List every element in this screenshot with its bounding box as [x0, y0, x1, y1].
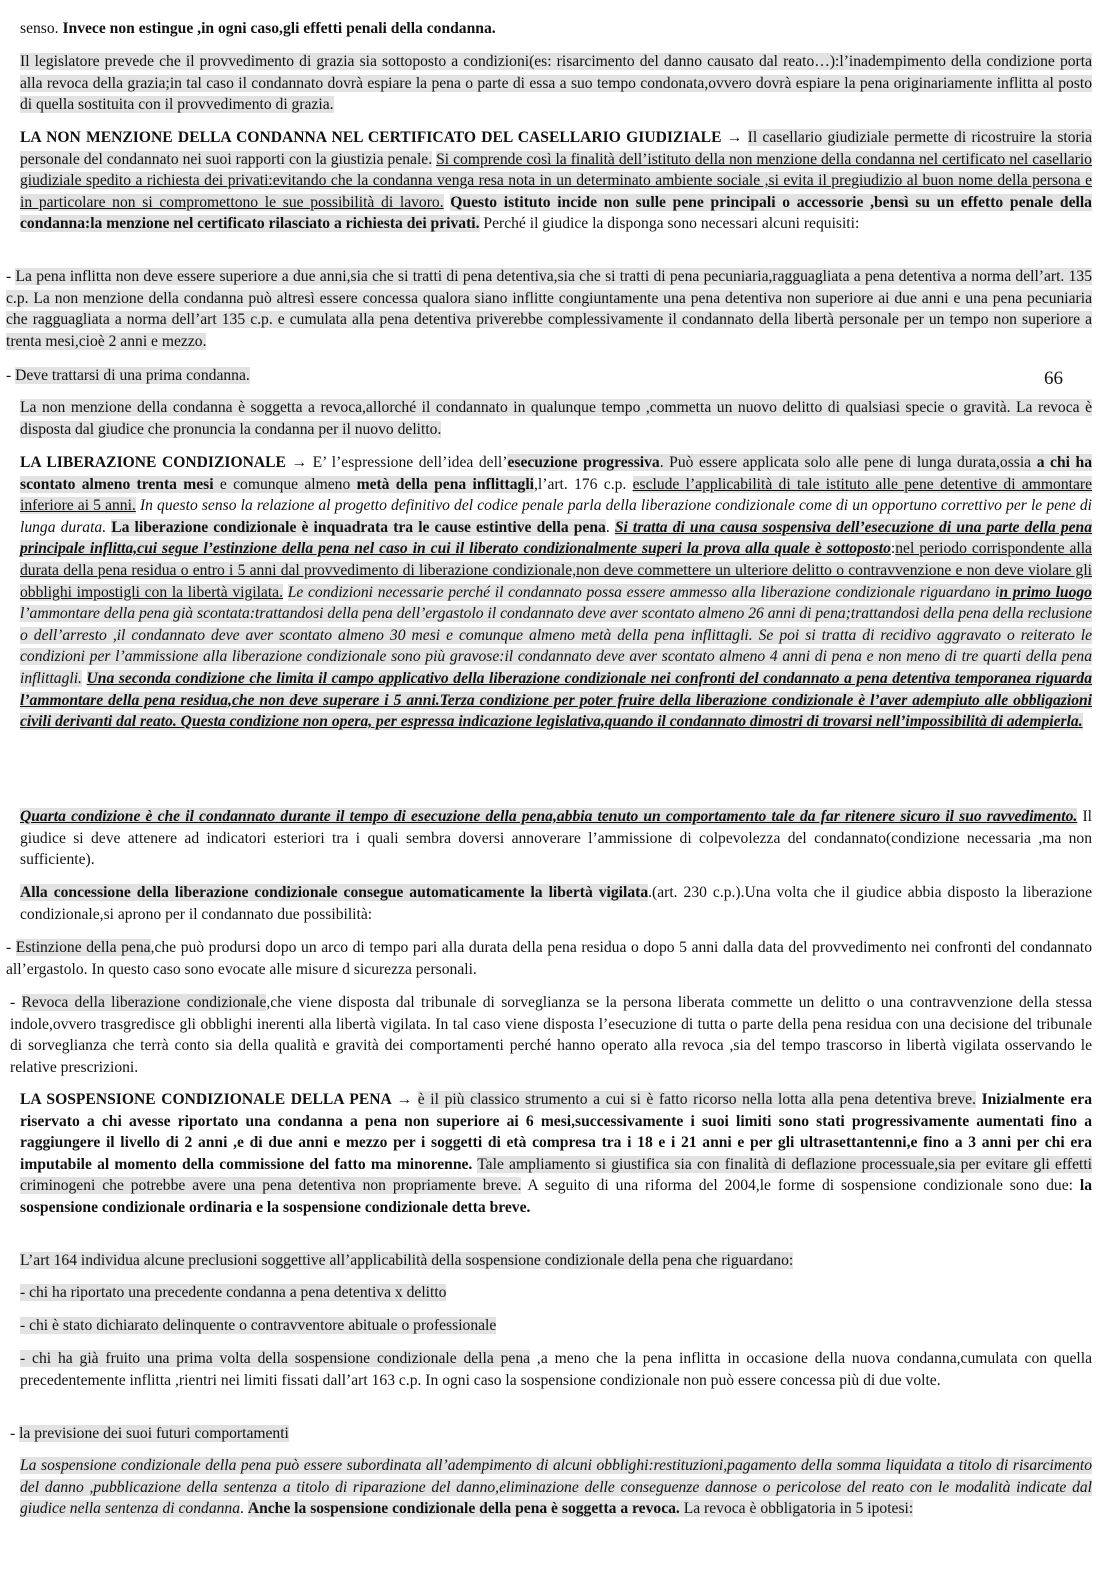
text-run: L’art 164 individua alcune preclusioni soggettive all’applicabilità della sospensione condizionale della pena che riguardano:: [20, 1252, 794, 1269]
text-run: In questo senso la relazione al progetto definitivo del codice penale parla della liberazione condizionale come di un opportuno correttivo per le pene di lunga durata.: [20, 497, 1092, 536]
paragraph: [20, 127, 1092, 235]
text-run: nel periodo corrispondente alla durata della pena residua o entro i 5 anni dal provvedimento di liberazione condizionale,non deve commettere un ulteriore delitto o contravvenzione e non deve violare gli obblighi impostigli con la libertà vigilata.: [20, 540, 1092, 601]
text-run: Quarta condizione è che il condannato durante il tempo di esecuzione della pena,abbia tenuto un comportamento tale da far ritenere sicuro il suo ravvedimento.: [20, 808, 1078, 825]
text-run: E’ l’espressione dell’idea dell’: [312, 454, 508, 471]
paragraph: [6, 365, 1092, 387]
text-run: la sospensione condizionale ordinaria e la sospensione condizionale detta breve.: [20, 1177, 1092, 1216]
text-run: Si comprende così la finalità dell’istituto della non menzione della condanna nel certificato nel casellario giudiziale spedito a richiesta dei privati:evitando che la condanna venga resa nota in un determinato ambiente sociale ,si evita il pregiudizio al buon nome della persona e in particolare non si compromettono le sue possibilità di lavoro.: [20, 150, 1092, 211]
text-run: Revoca della liberazione condizionale: [21, 994, 267, 1011]
paragraph: [20, 1282, 1092, 1304]
text-run: Il giudice si deve attenere ad indicatori esteriori tra i quali sembra doversi annoverare l’ammissione di colpevolezza del condannato(condizione necessaria ,ma non sufficiente).: [20, 808, 1092, 869]
text-run: esclude l’applicabilità di tale istituto alle pene detentive di ammontare inferiore ai 5 anni.: [20, 475, 1092, 515]
paragraph: [20, 1455, 1092, 1520]
text-run: - chi ha già fruito una prima volta della sospensione condizionale della pena: [20, 1350, 531, 1367]
paragraph: [20, 1348, 1092, 1391]
text-run: .: [240, 1500, 248, 1518]
text-run: . Può essere applicata solo alle pene di lunga durata,ossia: [659, 454, 1037, 471]
paragraph: [20, 1250, 1092, 1272]
page-number: 66: [1044, 368, 1063, 389]
paragraph: [20, 1315, 1092, 1337]
text-run: e comunque almeno: [213, 475, 357, 493]
text-run: Questo istituto incide non sulle pene principali o accessorie ,bensì su un effetto penale della condanna:la menzione nel certificato rilasciato a richiesta dei privati.: [20, 193, 1092, 233]
text-run: a chi ha scontato almeno trenta mesi: [20, 454, 1093, 493]
text-run: senso.: [20, 20, 63, 37]
text-run: Inizialmente era riservato a chi avesse riportato una condanna a pena non superiore ai 6 mesi,successivamente i suoi limiti sono stati progressivamente aumentati fino a raggiungere il livello di 2 anni ,e di due anni e mezzo per i soggetti di età compresa tra i 18 e i 21 anni e per gli ultrasettantenni,e fino a 3 anni per chi era imputabile al momento della commissione del fatto ma minorenne.: [20, 1091, 1092, 1173]
text-run: Anche la sospensione condizionale della pena è soggetta a revoca.: [247, 1500, 680, 1518]
text-run: ,l’art. 176 c.p.: [534, 475, 633, 493]
text-run: Il legislatore prevede che il provvedimento di grazia sia sottoposto a condizioni(es: risarcimento del danno causato dal reato…):l’inadempimento della condizione porta alla revoca della grazia;in tal caso il condannato dovrà espiare la pena o parte di essa a suo tempo condonata,ovvero dovrà espiare la pena originariamente inflitta al posto di quella sostituita con il provvedimento di grazia.: [20, 53, 1092, 114]
text-run: è il più classico strumento a cui si è fatto ricorso nella lotta alla pena detentiva breve.: [417, 1091, 976, 1108]
text-run: -: [6, 268, 16, 285]
text-run: A seguito di una riforma del 2004,le forme di sospensione condizionale sono due:: [521, 1177, 1080, 1195]
text-run: metà della pena inflittagli: [356, 475, 535, 493]
text-run: Perché il giudice la disponga sono necessari alcuni requisiti:: [479, 215, 860, 233]
text-run: ,che viene disposta dal tribunale di sorveglianza se la persona liberata commette un delitto o una contravvenzione della stessa indole,ovvero trasgredisce gli obblighi inerenti alla libertà vigilata. In tal caso viene disposta l’esecuzione di tutta o parte della pena residua con una decisione del tribunale di sorveglianza che terrà conto sia della qualità e gravità dei comportamenti perché hanno operato alla revoca ,sia del tempo trascorso in libertà vigilata osservando le relative prescrizioni.: [10, 994, 1092, 1076]
text-run: - chi è stato dichiarato delinquente o contravventore abituale o professionale: [20, 1317, 497, 1334]
text-run: - chi ha riportato una precedente condanna a pena detentiva x delitto: [20, 1284, 447, 1301]
text-run: La liberazione condizionale è inquadrata tra le cause estintive della pena: [111, 518, 606, 536]
text-run: esecuzione progressiva: [507, 454, 660, 471]
paragraph: [20, 882, 1092, 925]
text-run: La pena inflitta non deve essere superiore a due anni,sia che si tratti di pena detentiva,sia che si tratti di pena pecuniaria,ragguagliata a pena detentiva a norma dell’art. 135 c.p. La non menzione della condanna può altresì essere concessa qualora siano inflitte congiuntamente una pena detentiva non superiore ai due anni e una pena pecuniaria che ragguagliata a norma dell’art 135 c.p. e cumulata alla pena detentiva priverebbe complessivamente il condannato della libertà personale per un tempo non superiore a trenta mesi,cioè 2 anni e mezzo.: [6, 268, 1092, 350]
paragraph: [20, 806, 1092, 871]
paragraph: [6, 266, 1092, 352]
paragraph: [20, 51, 1092, 116]
text-run: Le condizioni necessarie perché il condannato possa essere ammesso alla liberazione condizionale riguardano i: [287, 583, 1000, 601]
text-run: :: [890, 540, 896, 558]
text-run: -: [6, 939, 16, 956]
text-run: Si tratta di una causa sospensiva dell’esecuzione di una parte della pena principale inflitta,cui segue l’estinzione della pena nel caso in cui il liberato condizionalmente superi la prova alla quale è sottoposto: [20, 518, 1093, 558]
text-run: Deve trattarsi di una prima condanna.: [15, 367, 250, 384]
paragraph: [20, 18, 1092, 40]
text-run: ,a meno che la pena inflitta in occasione della nuova condanna,cumulata con quella precedentemente inflitta ,rientri nei limiti fissati dall’art 163 c.p. In ogni caso la sospensione condizionale non può essere concessa più di due volte.: [20, 1350, 1092, 1389]
text-run: LA LIBERAZIONE CONDIZIONALE →: [20, 454, 313, 471]
paragraph: [20, 1089, 1092, 1219]
text-run: La revoca è obbligatoria in 5 ipotesi:: [679, 1500, 914, 1518]
text-run: Estinzione della pena: [15, 939, 151, 956]
text-run: -: [10, 1425, 20, 1442]
text-run: Una seconda condizione che limita il campo applicativo della liberazione condizionale nei confronti del condannato a pena detentiva temporanea riguarda l’ammontare della pena residua,che non deve superare i 5 anni.Terza condizione per poter fruire della liberazione condizionale è l’aver adempiuto alle obbligazioni civili derivanti dal reato. Questa condizione non opera, per espressa indicazione legislativa,quando il condannato dimostri di trovarsi nell’impossibilità di adempierla.: [20, 669, 1092, 731]
text-run: ,che può prodursi dopo un arco di tempo pari alla durata della pena residua o dopo 5 anni dalla data del provvedimento nei confronti del condannato all’ergastolo. In questo caso sono evocate alle misure d sicurezza personali.: [6, 939, 1092, 978]
text-run: n primo luogo: [999, 583, 1092, 601]
text-run: [283, 584, 288, 601]
text-run: LA SOSPENSIONE CONDIZIONALE DELLA PENA →: [20, 1091, 418, 1108]
paragraph: [10, 992, 1092, 1078]
text-run: .: [605, 518, 615, 536]
text-run: Il casellario giudiziale permette di ricostruire la storia personale del condannato nei suoi rapporti con la giustizia penale.: [20, 129, 1092, 168]
text-run: -: [6, 367, 16, 384]
text-run: la previsione dei suoi futuri comportamenti: [19, 1425, 289, 1442]
paragraph: [20, 397, 1092, 440]
text-run: Tale ampliamento si giustifica sia con finalità di deflazione processuale,sia per evitare gli effetti criminogeni che potrebbe avere una pena detentiva non propriamente breve.: [20, 1155, 1092, 1195]
text-run: [82, 670, 87, 687]
text-run: Invece non estingue ,in ogni caso,gli effetti penali della condanna.: [62, 20, 496, 37]
text-run: l’ammontare della pena già scontata:trattandosi della pena dell’ergastolo il condannato deve aver scontato almeno 26 anni di pena;trattandosi della pena della reclusione o dell’arresto ,il condannato deve aver scontato almeno 30 mesi e comunque almeno metà della pena inflittagli. Se poi si tratta di recidivo aggravato o reiterato le condizioni per l’ammissione alla liberazione condizionale sono più gravose:il condannato deve aver scontato almeno 4 anni di pena e non meno di tre quarti della pena inflittagli.: [20, 605, 1092, 687]
paragraph: [20, 452, 1092, 733]
text-run: LA NON MENZIONE DELLA CONDANNA NEL CERTIFICATO DEL CASELLARIO GIUDIZIALE →: [20, 129, 748, 146]
text-run: -: [10, 994, 22, 1011]
paragraph: [10, 1423, 1092, 1445]
text-run: La sospensione condizionale della pena può essere subordinata all’adempimento di alcuni obblighi:restituzioni,pagamento della somma liquidata a titolo di risarcimento del danno ,pubblicazione della sentenza a titolo di riparazione del danno,eliminazione delle conseguenze dannose o pericolose del reato con le modalità indicate dal giudice nella sentenza di condanna: [20, 1457, 1092, 1518]
text-run: Alla concessione della liberazione condizionale consegue automaticamente la libertà vigilata: [20, 884, 649, 901]
paragraph: [6, 937, 1092, 980]
text-run: .(art. 230 c.p.).Una volta che il giudice abbia disposto la liberazione condizionale,si aprono per il condannato due possibilità:: [20, 884, 1092, 923]
text-run: La non menzione della condanna è soggetta a revoca,allorché il condannato in qualunque tempo ,commetta un nuovo delitto di qualsiasi specie o gravità. La revoca è disposta dal giudice che pronuncia la condanna per il nuovo delitto.: [20, 399, 1092, 438]
